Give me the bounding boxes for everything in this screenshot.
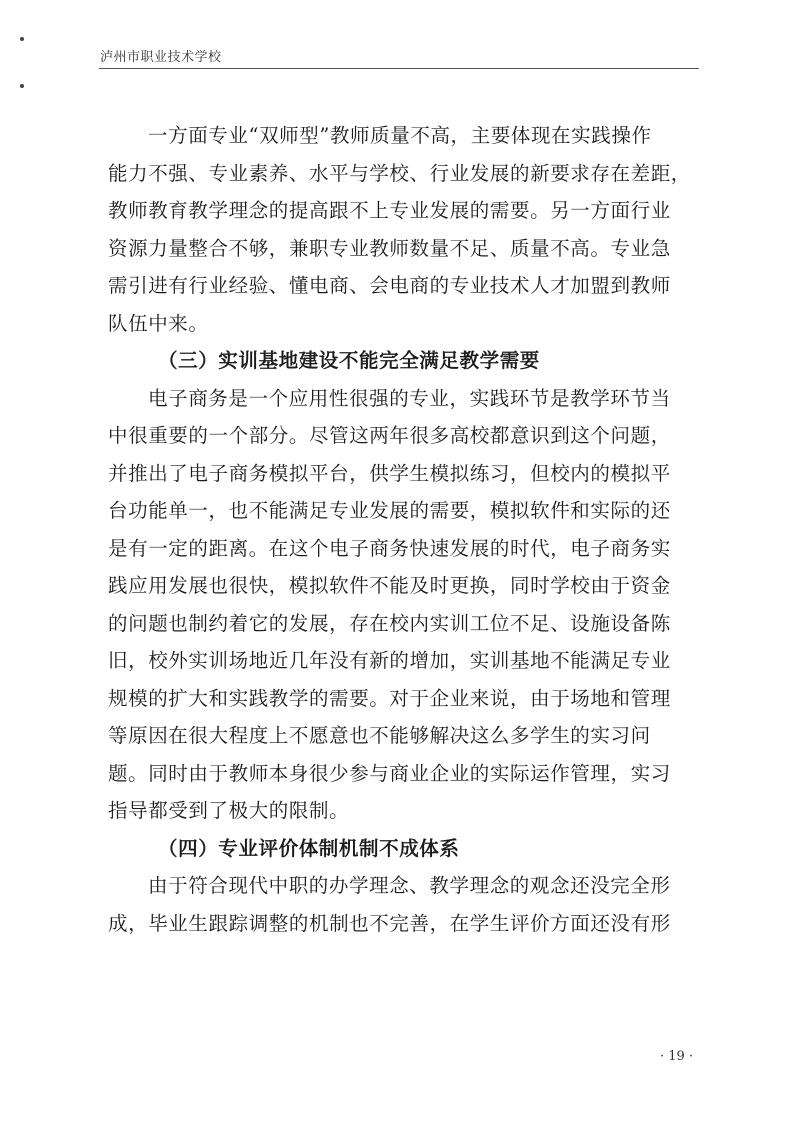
paragraph-line: 指导都受到了极大的限制。	[108, 799, 350, 822]
section-heading-4: （四）专业评价体制机制不成体系	[158, 836, 460, 860]
paragraph-line: 旧，校外实训场地近几年没有新的增加，实训基地不能满足专业	[108, 649, 671, 672]
paragraph-line: 一方面专业“双师型”教师质量不高，主要体现在实践操作	[148, 124, 652, 147]
paragraph-line: 成，毕业生跟踪调整的机制也不完善，在学生评价方面还没有形	[108, 911, 671, 935]
paragraph-line: 电子商务是一个应用性很强的专业，实践环节是教学环节当	[148, 386, 671, 410]
scan-mark-middle	[20, 84, 24, 88]
paragraph-line: 规模的扩大和实践教学的需要。对于企业来说，由于场地和管理	[108, 686, 671, 710]
paragraph-line: 等原因在很大程度上不愿意也不能够解决这么多学生的实习问	[108, 724, 651, 747]
document-body	[108, 117, 698, 942]
header-divider	[99, 68, 699, 69]
paragraph-line: 能力不强、专业素养、水平与学校、行业发展的新要求存在差距，	[108, 161, 691, 185]
paragraph-line: 由于符合现代中职的办学理念、教学理念的观念还没完全形	[148, 874, 671, 897]
scan-mark-top	[20, 37, 24, 41]
paragraph-line: 需引进有行业经验、懂电商、会电商的专业技术人才加盟到教师	[108, 274, 671, 297]
paragraph-line: 的问题也制约着它的发展，存在校内实训工位不足、设施设备陈	[108, 611, 671, 635]
paragraph-line: 题。同时由于教师本身很少参与商业企业的实际运作管理，实习	[108, 761, 671, 785]
page-number: · 19 ·	[660, 1049, 694, 1064]
page-header-school-name: 泸州市职业技术学校	[100, 50, 222, 65]
paragraph-line: 并推出了电子商务模拟平台，供学生模拟练习，但校内的模拟平	[108, 461, 671, 485]
paragraph-line: 教师教育教学理念的提高跟不上专业发展的需要。另一方面行业	[108, 199, 671, 222]
paragraph-line: 台功能单一，也不能满足专业发展的需要，模拟软件和实际的还	[108, 499, 671, 522]
paragraph-line: 践应用发展也很快，模拟软件不能及时更换，同时学校由于资金	[108, 574, 671, 597]
paragraph-line: 是有一定的距离。在这个电子商务快速发展的时代，电子商务实	[108, 536, 671, 560]
paragraph-line: 队伍中来。	[108, 311, 209, 335]
paragraph-line: 中很重要的一个部分。尽管这两年很多高校都意识到这个问题，	[108, 424, 671, 447]
paragraph-line: 资源力量整合不够，兼职专业教师数量不足、质量不高。专业急	[108, 236, 671, 260]
section-heading-3: （三）实训基地建设不能完全满足教学需要	[158, 349, 540, 372]
